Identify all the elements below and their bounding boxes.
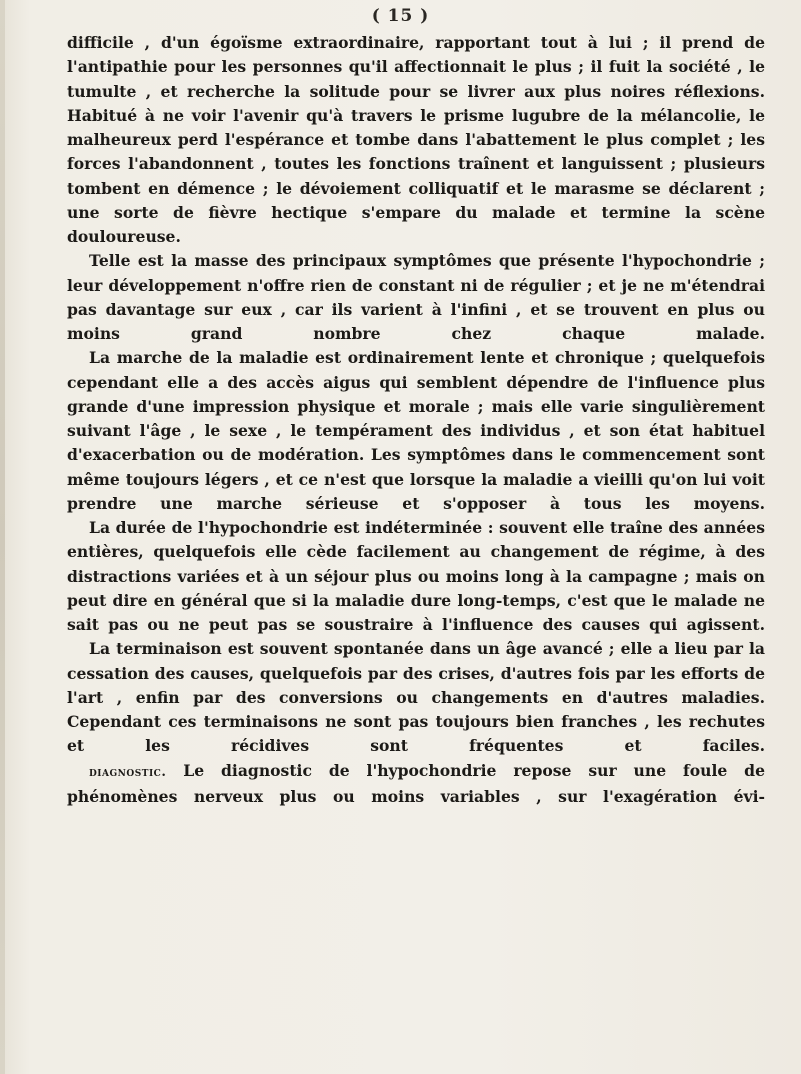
paragraph-text: Le diagnostic de l'hypochondrie repose sur une foule de phénomènes nerveux plus ou moins variables , sur l'exagération évi- (67, 760, 765, 806)
paragraph-text: La marche de la maladie est ordinairement lente et chronique ; quelquefois cependant elle a des accès aigus qui semblent dépendre de l'influence plus grande d'une impression physique et morale ; mais elle varie singulièrement suivant l'âge , le sexe , le tempérament des individus , et son état habituel d'exacerbation ou de modération. Les symptômes dans le commencement sont même toujours légers , et ce n'est que lorsque la maladie a vieilli qu'on lui voit prendre une marche sérieuse et s'opposer à tous les moyens. (67, 348, 765, 513)
page-gutter (0, 0, 5, 1074)
paragraph-course (67, 346, 765, 516)
paragraph-text: La terminaison est souvent spontanée dans un âge avancé ; elle a lieu par la cessation des causes, quelquefois par des crises, d'autres fois par les efforts de l'art , enfin par des conversions ou changements en d'autres maladies. Cependant ces terminaisons ne sont pas toujours bien franches , les rechutes et les récidives sont fréquentes et faciles. (67, 639, 765, 756)
paragraph-text: difficile , d'un égoïsme extraordinaire, rapportant tout à lui ; il prend de l'antipathie pour les personnes qu'il affectionnait le plus ; il fuit la société , le tumulte , et recherche la solitude pour se livrer aux plus noires réflexions. Habitué à ne voir l'avenir qu'à travers le prisme lugubre de la mélancolie, le malheureux perd l'espérance et tombe dans l'abattement le plus complet ; les forces l'abandonnent , toutes les fonctions traînent et languissent ; plusieurs tombent en démence ; le dévoiement colliquatif et le marasme se déclarent ; une sorte de fièvre hectique s'empare du malade et termine la scène douloureuse. (67, 33, 765, 246)
body-text (67, 31, 765, 809)
section-heading-diagnostic: diagnostic. (89, 764, 167, 780)
paragraph-text: La durée de l'hypochondrie est indéterminée : souvent elle traîne des années entières, quelquefois elle cède facilement au changement de régime, à des distractions variées et à un séjour plus ou moins long à la campagne ; mais on peut dire en général que si la maladie dure long-temps, c'est que le malade ne sait pas ou ne peut pas se soustraire à l'influence des causes qui agissent. (67, 518, 765, 634)
paragraph-text: Telle est la masse des principaux symptômes que présente l'hypochondrie ; leur développement n'offre rien de constant ni de régulier ; et je ne m'étendrai pas davantage sur eux , car ils varient à l'infini , et se trouvent en plus ou moins grand nombre chez chaque malade. (67, 251, 765, 343)
paragraph-diagnosis (67, 759, 765, 810)
paragraph-symptoms-summary (67, 249, 765, 346)
paragraph-duration (67, 516, 765, 637)
paragraph-continuation (67, 31, 765, 249)
paragraph-termination (67, 637, 765, 758)
page-number: ( 15 ) (371, 6, 430, 26)
